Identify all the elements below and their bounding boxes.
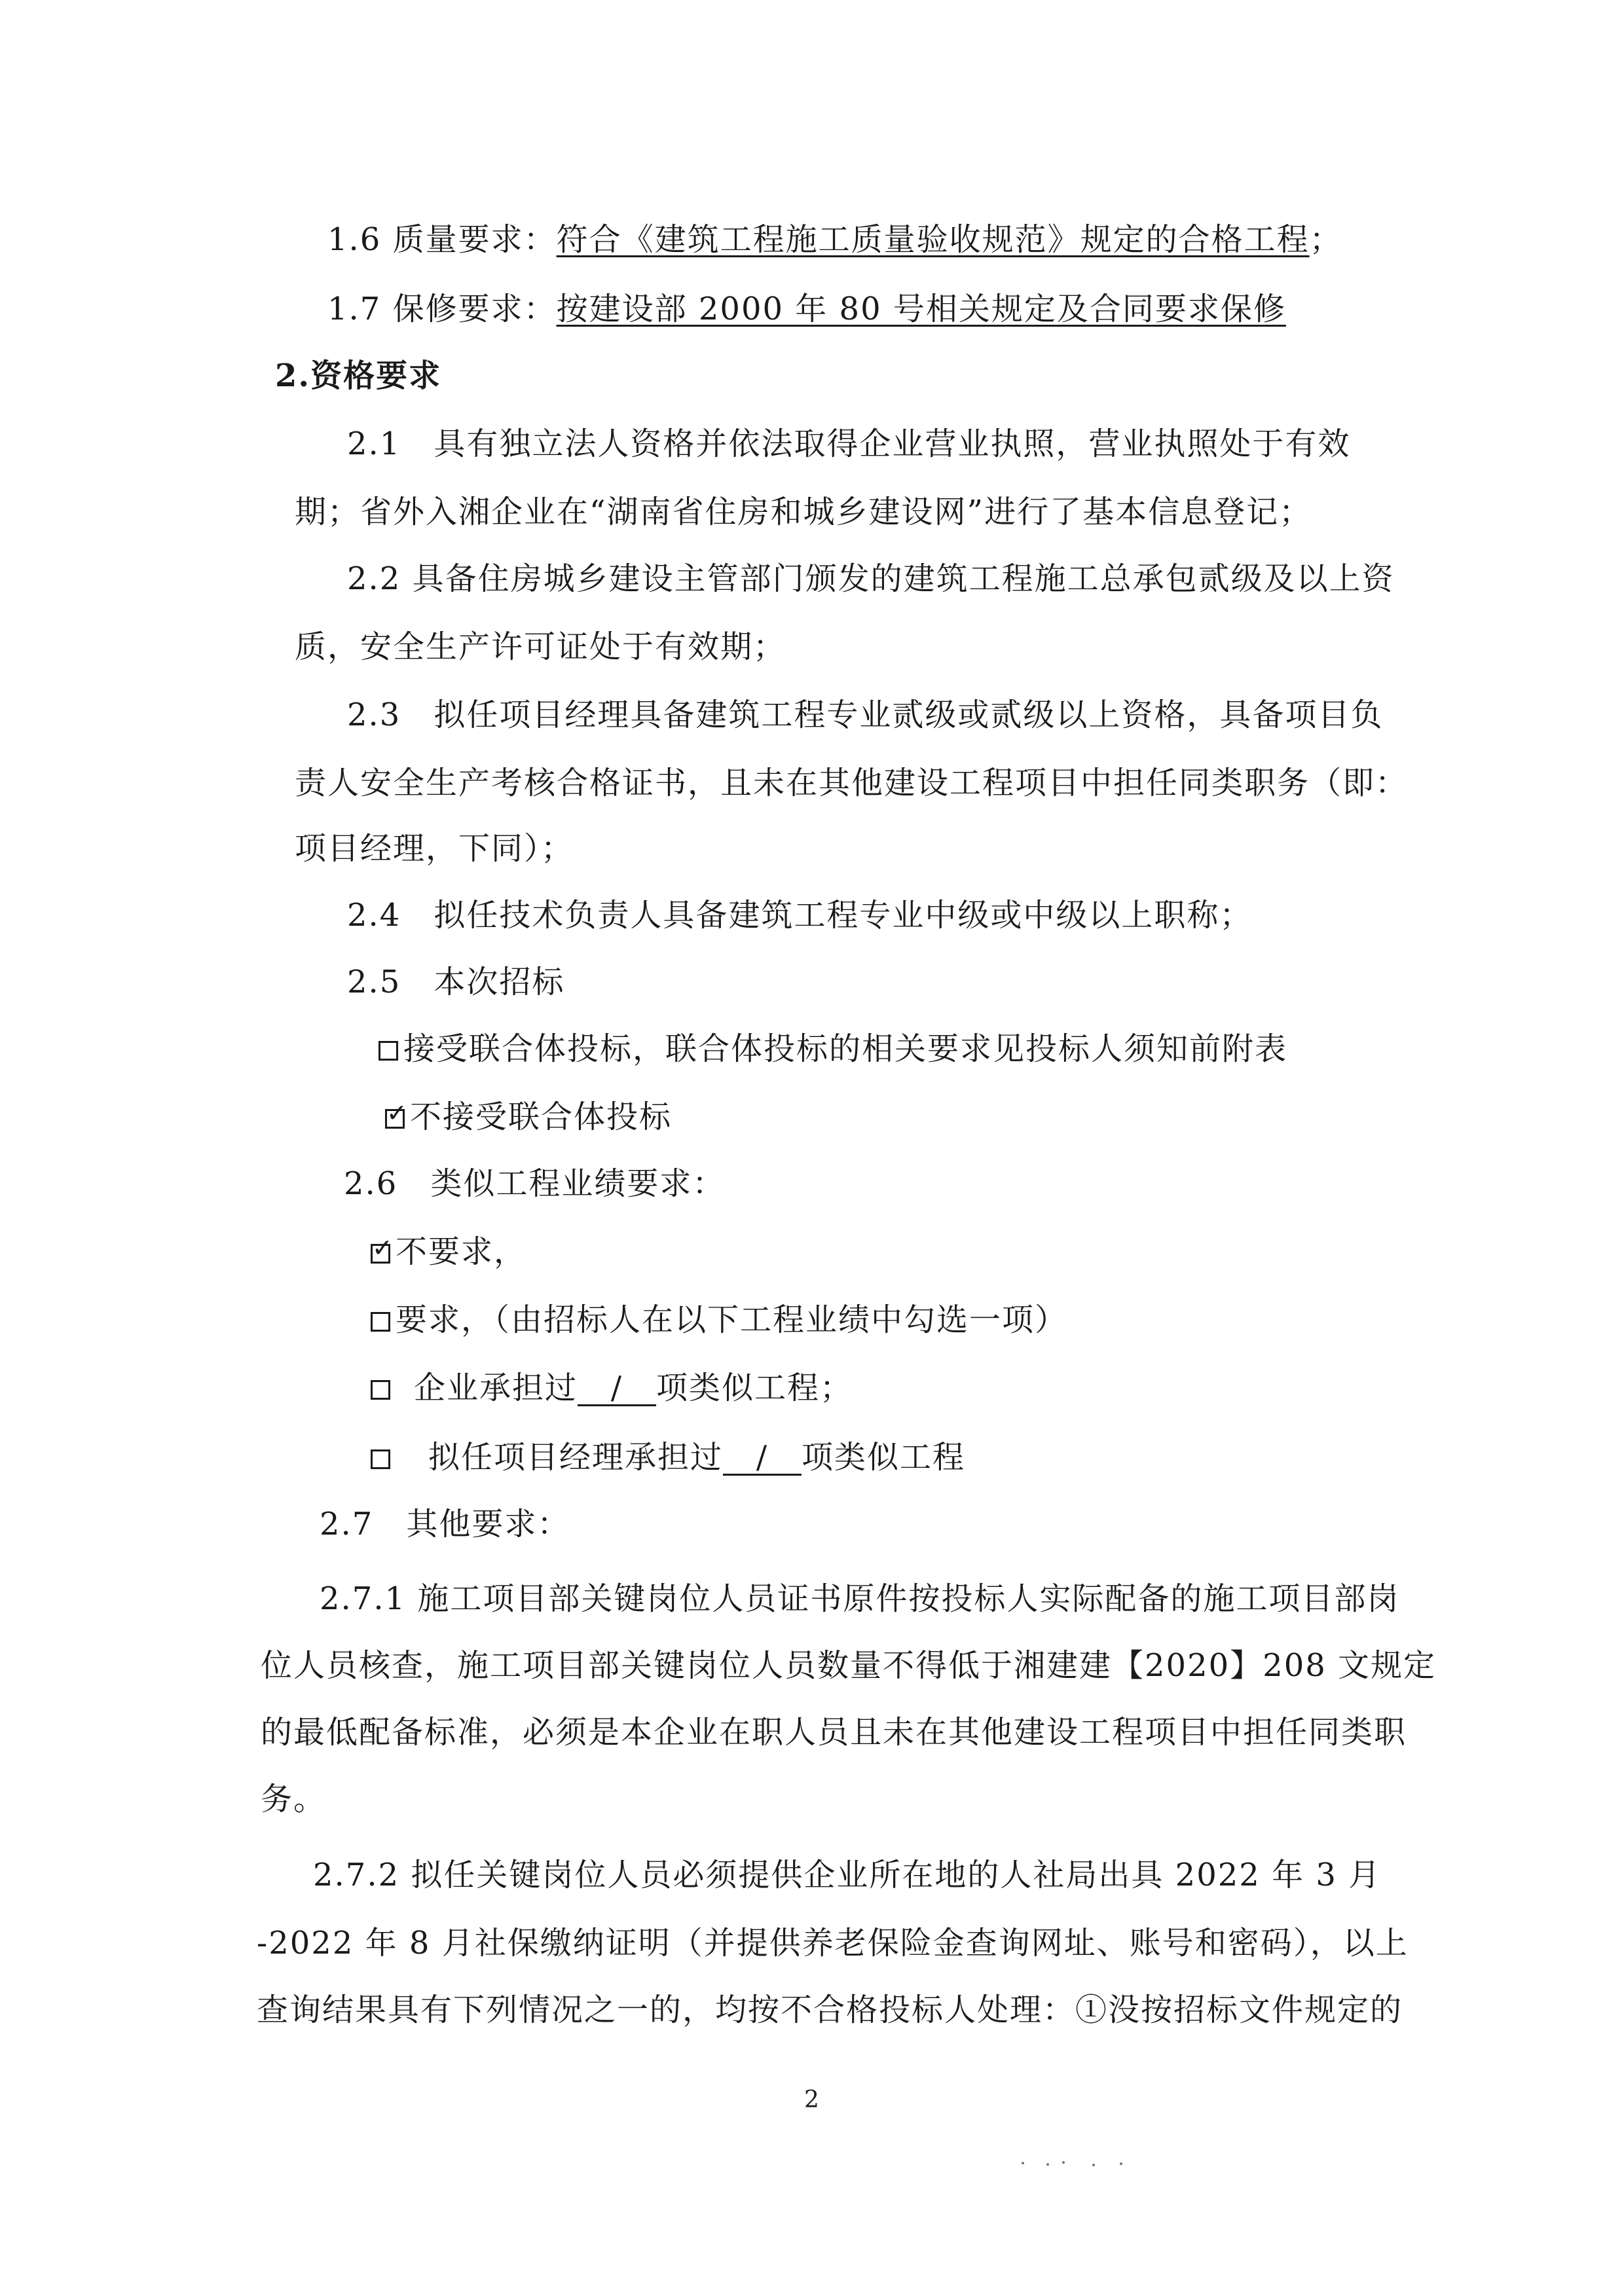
sub-option-manager [371,1438,965,1477]
checked-box-icon [385,1109,405,1129]
item-1-6-value: 符合《建筑工程施工质量验收规范》规定的合格工程 [556,221,1310,258]
para-2-6: 2.6 类似工程业绩要求： [344,1165,726,1202]
para-2-2-line2: 质，安全生产许可证处于有效期； [295,629,786,665]
para-2-5: 2.5 本次招标 [347,964,565,1000]
sub-option-manager-prefix: 拟任项目经理承担过 [428,1439,724,1476]
sub-option-enterprise [371,1368,853,1408]
unchecked-box-icon [371,1449,390,1469]
para-2-7-2-line2: -2022 年 8 月社保缴纳证明（并提供养老保险金查询网址、账号和密码），以上 [257,1925,1409,1961]
option-accept-consortium [378,1029,1287,1068]
option-accept-consortium-label: 接受联合体投标，联合体投标的相关要求见投标人须知前附表 [403,1030,1288,1067]
para-2-7: 2.7 其他要求： [320,1506,570,1542]
unchecked-box-icon [371,1312,390,1332]
section-2-title: 2.资格要求 [275,357,442,394]
para-2-7-2-line3: 查询结果具有下列情况之一的，均按不合格投标人处理：①没按招标文件规定的 [257,1992,1403,2028]
para-2-1-line2: 期；省外入湘企业在“湖南省住房和城乡建设网”进行了基本信息登记； [295,494,1312,530]
para-2-1-line1: 2.1 具有独立法人资格并依法取得企业营业执照，营业执照处于有效 [347,426,1351,462]
para-2-4: 2.4 拟任技术负责人具备建筑工程专业中级或中级以上职称； [347,897,1253,934]
checked-box-icon [371,1244,390,1264]
para-2-7-1-line4: 务。 [261,1781,327,1817]
sub-option-enterprise-prefix: 企业承担过 [414,1370,578,1406]
option-required-label: 要求，（由招标人在以下工程业绩中勾选一项） [396,1302,1068,1338]
para-2-7-1-line2: 位人员核查，施工项目部关键岗位人员数量不得低于湘建建【2020】208 文规定 [261,1647,1437,1684]
sub-option-manager-suffix: 项类似工程 [802,1439,966,1476]
scan-specks [1022,2160,1126,2167]
para-2-3-line2: 责人安全生产考核合格证书，且未在其他建设工程项目中担任同类职务（即： [295,765,1409,801]
page-number: 2 [804,2086,819,2113]
para-2-3-line3: 项目经理，下同）； [295,830,574,867]
option-not-accept-consortium [385,1097,672,1137]
unchecked-box-icon [378,1041,398,1061]
unchecked-box-icon [371,1380,390,1400]
option-not-required [371,1232,526,1271]
para-2-2-line1: 2.2 具备住房城乡建设主管部门颁发的建筑工程施工总承包贰级及以上资 [347,560,1395,597]
para-2-7-2-line1: 2.7.2 拟任关键岗位人员必须提供企业所在地的人社局出具 2022 年 3 月 [313,1857,1382,1893]
item-1-6-end: ； [1309,221,1342,258]
para-2-7-1-line1: 2.7.1 施工项目部关键岗位人员证书原件按投标人实际配备的施工项目部岗 [320,1580,1400,1617]
sub-option-manager-blank: / [723,1441,802,1476]
item-1-7-label: 1.7 保修要求： [327,291,557,327]
sub-option-enterprise-blank: / [578,1372,656,1406]
item-1-7-value: 按建设部 2000 年 80 号相关规定及合同要求保修 [556,291,1286,327]
para-2-7-1-line3: 的最低配备标准，必须是本企业在职人员且未在其他建设工程项目中担任同类职 [261,1714,1407,1751]
sub-option-enterprise-suffix: 项类似工程； [656,1370,853,1406]
item-1-7 [327,289,1286,329]
para-2-3-line1: 2.3 拟任项目经理具备建筑工程专业贰级或贰级以上资格，具备项目负 [347,697,1384,733]
option-not-required-label: 不要求， [396,1233,527,1270]
item-1-6 [327,220,1342,259]
option-not-accept-consortium-label: 不接受联合体投标 [410,1099,673,1135]
option-required [371,1300,1067,1339]
item-1-6-label: 1.6 质量要求： [327,221,557,258]
